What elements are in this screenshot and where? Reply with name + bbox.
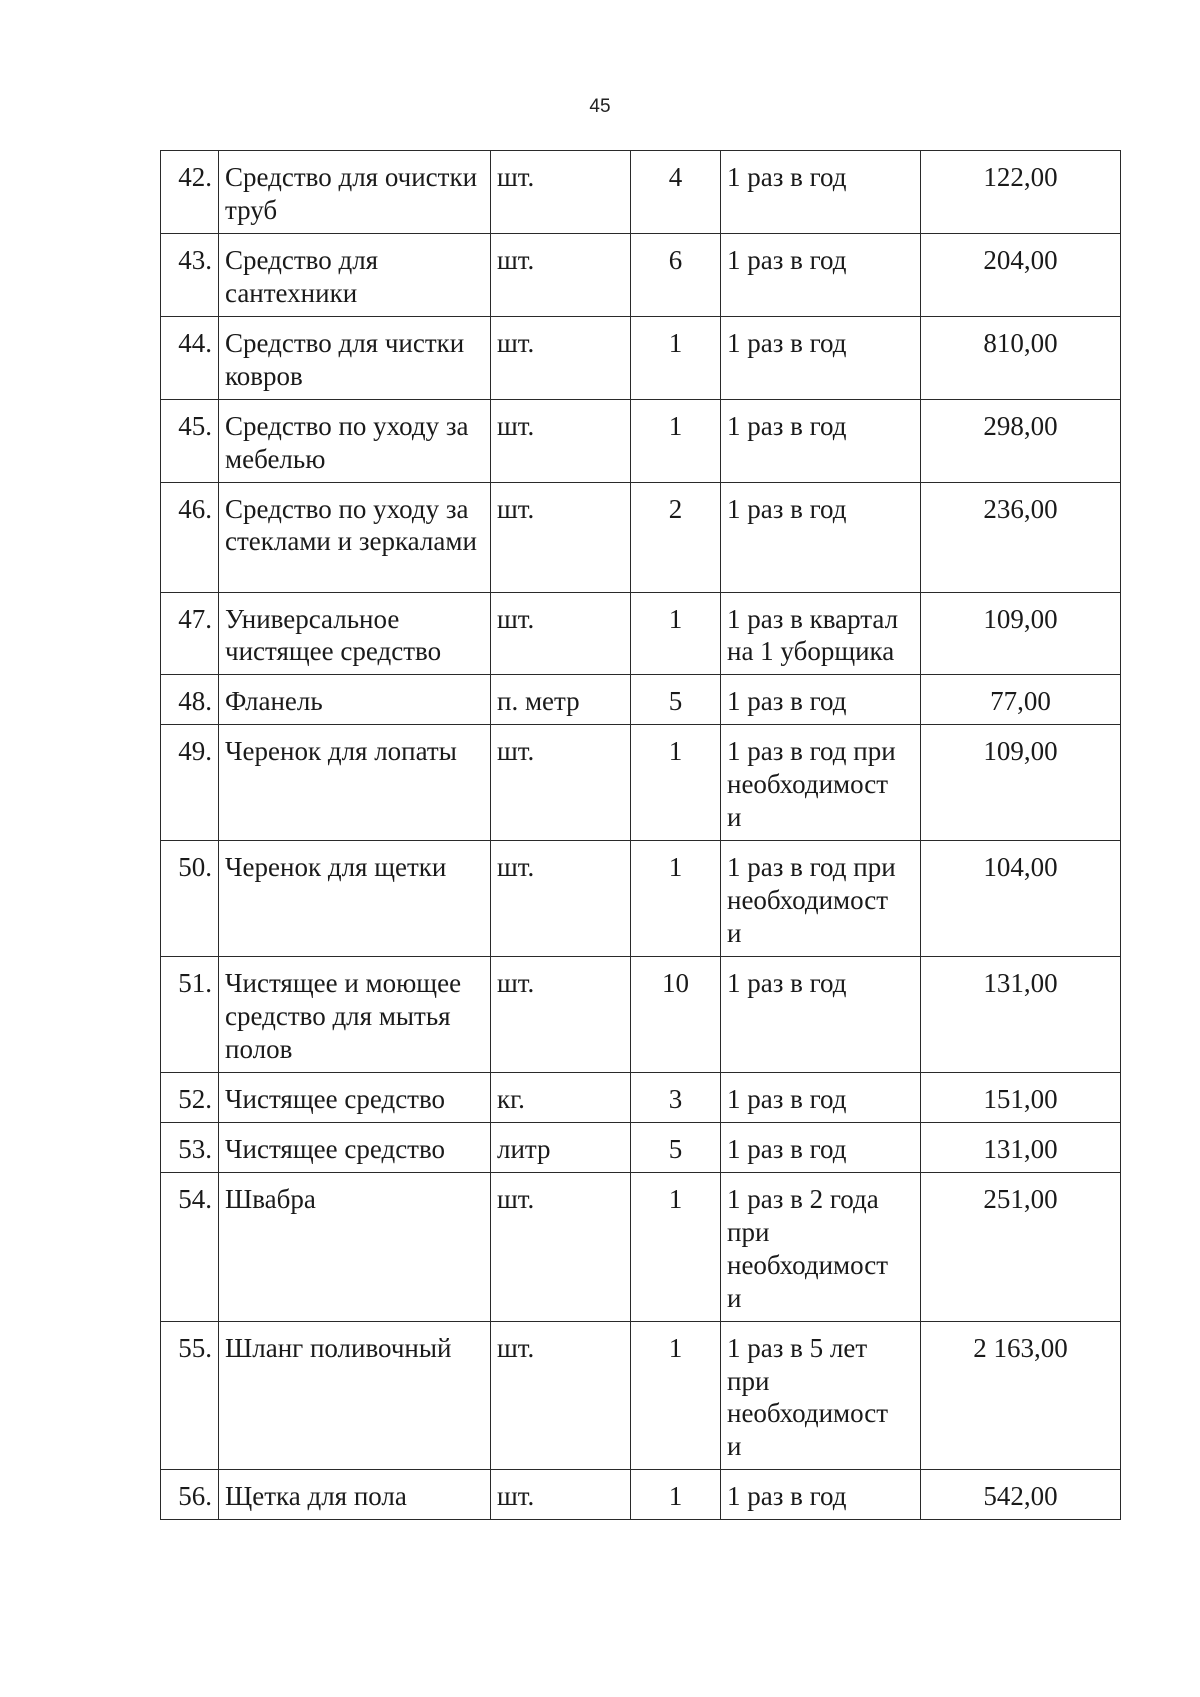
item-name: Средство для сантехники (219, 233, 491, 316)
item-price: 77,00 (921, 675, 1121, 725)
row-number: 44. (161, 316, 219, 399)
item-unit: кг. (491, 1072, 631, 1122)
item-frequency (721, 482, 921, 592)
frequency-line: 1 раз в год (727, 1481, 847, 1512)
item-name: Щетка для пола (219, 1470, 491, 1520)
item-name: Чистящее и моющее средство для мытья полов (219, 957, 491, 1073)
supplies-table-body (161, 151, 1121, 1520)
frequency-line: и (727, 1431, 742, 1462)
item-quantity: 1 (631, 1172, 721, 1321)
table-row (161, 1072, 1121, 1122)
table-row (161, 725, 1121, 841)
item-unit: шт. (491, 151, 631, 234)
frequency-line: 1 раз в год при (727, 736, 896, 767)
row-number: 46. (161, 482, 219, 592)
item-quantity: 10 (631, 957, 721, 1073)
item-frequency (721, 151, 921, 234)
item-unit: шт. (491, 841, 631, 957)
item-frequency (721, 957, 921, 1073)
item-quantity: 2 (631, 482, 721, 592)
table-row (161, 399, 1121, 482)
item-price: 810,00 (921, 316, 1121, 399)
item-price: 109,00 (921, 725, 1121, 841)
frequency-line: необходимост (727, 885, 889, 916)
item-unit: п. метр (491, 675, 631, 725)
item-name: Швабра (219, 1172, 491, 1321)
item-frequency (721, 1122, 921, 1172)
item-frequency (721, 1072, 921, 1122)
frequency-line: 1 раз в год (727, 410, 847, 441)
row-number: 42. (161, 151, 219, 234)
item-unit: шт. (491, 1470, 631, 1520)
item-name: Фланель (219, 675, 491, 725)
row-number: 47. (161, 592, 219, 675)
item-frequency (721, 841, 921, 957)
item-quantity: 1 (631, 1321, 721, 1470)
frequency-line: 1 раз в год (727, 493, 847, 524)
frequency-line: 1 раз в год (727, 1133, 847, 1164)
item-unit: шт. (491, 725, 631, 841)
item-frequency (721, 233, 921, 316)
row-number: 53. (161, 1122, 219, 1172)
frequency-line: необходимост (727, 1249, 889, 1280)
item-unit: шт. (491, 592, 631, 675)
item-name: Средство по уходу за стеклами и зеркалами (219, 482, 491, 592)
item-price: 131,00 (921, 1122, 1121, 1172)
row-number: 43. (161, 233, 219, 316)
item-name: Универсальное чистящее средство (219, 592, 491, 675)
frequency-line: 1 раз в 5 лет (727, 1332, 868, 1363)
row-number: 48. (161, 675, 219, 725)
item-frequency (721, 1321, 921, 1470)
item-frequency (721, 316, 921, 399)
row-number: 52. (161, 1072, 219, 1122)
item-price: 109,00 (921, 592, 1121, 675)
item-price: 298,00 (921, 399, 1121, 482)
item-price: 104,00 (921, 841, 1121, 957)
item-quantity: 4 (631, 151, 721, 234)
item-unit: шт. (491, 957, 631, 1073)
frequency-line: 1 раз в 2 года (727, 1183, 879, 1214)
frequency-line: и (727, 802, 742, 833)
supplies-table (160, 150, 1121, 1520)
item-quantity: 1 (631, 725, 721, 841)
item-quantity: 1 (631, 841, 721, 957)
table-row (161, 151, 1121, 234)
item-unit: шт. (491, 316, 631, 399)
item-unit: шт. (491, 482, 631, 592)
item-price: 236,00 (921, 482, 1121, 592)
table-row (161, 675, 1121, 725)
item-frequency (721, 1172, 921, 1321)
item-unit: шт. (491, 1172, 631, 1321)
item-quantity: 6 (631, 233, 721, 316)
table-row (161, 957, 1121, 1073)
item-frequency (721, 399, 921, 482)
item-price: 251,00 (921, 1172, 1121, 1321)
item-name: Чистящее средство (219, 1072, 491, 1122)
item-quantity: 1 (631, 316, 721, 399)
row-number: 54. (161, 1172, 219, 1321)
item-price: 151,00 (921, 1072, 1121, 1122)
row-number: 55. (161, 1321, 219, 1470)
frequency-line: 1 раз в год (727, 1083, 847, 1114)
item-name: Черенок для лопаты (219, 725, 491, 841)
item-unit: шт. (491, 399, 631, 482)
item-quantity: 3 (631, 1072, 721, 1122)
item-price: 131,00 (921, 957, 1121, 1073)
frequency-line: 1 раз в год (727, 968, 847, 998)
table-row (161, 1122, 1121, 1172)
item-price: 122,00 (921, 151, 1121, 234)
table-row (161, 1470, 1121, 1520)
table-row (161, 592, 1121, 675)
frequency-line: 1 раз в квартал (727, 603, 899, 634)
item-frequency (721, 725, 921, 841)
item-price: 2 163,00 (921, 1321, 1121, 1470)
table-row (161, 1172, 1121, 1321)
item-price: 542,00 (921, 1470, 1121, 1520)
item-unit: литр (491, 1122, 631, 1172)
table-row (161, 1321, 1121, 1470)
frequency-line: 1 раз в год (727, 244, 847, 275)
item-quantity: 5 (631, 675, 721, 725)
item-name: Чистящее средство (219, 1122, 491, 1172)
item-frequency (721, 592, 921, 675)
table-row (161, 482, 1121, 592)
frequency-line: необходимост (727, 1398, 889, 1429)
item-name: Черенок для щетки (219, 841, 491, 957)
item-frequency (721, 1470, 921, 1520)
item-frequency (721, 675, 921, 725)
row-number: 51. (161, 957, 219, 1073)
row-number: 49. (161, 725, 219, 841)
item-name: Средство для чистки ковров (219, 316, 491, 399)
item-name: Средство по уходу за мебелью (219, 399, 491, 482)
item-unit: шт. (491, 1321, 631, 1470)
item-name: Шланг поливочный (219, 1321, 491, 1470)
table-row (161, 841, 1121, 957)
page-number: 45 (589, 96, 611, 117)
frequency-line: 1 раз в год (727, 686, 847, 717)
table-row (161, 316, 1121, 399)
row-number: 56. (161, 1470, 219, 1520)
item-quantity: 1 (631, 1470, 721, 1520)
frequency-line: на 1 уборщика (727, 636, 895, 667)
frequency-line: 1 раз в год при (727, 852, 896, 883)
frequency-line: и (727, 1282, 742, 1313)
item-quantity: 1 (631, 592, 721, 675)
item-name: Средство для очистки труб (219, 151, 491, 234)
frequency-line: при (727, 1365, 770, 1396)
item-quantity: 1 (631, 399, 721, 482)
frequency-line: и (727, 918, 742, 949)
frequency-line: необходимост (727, 769, 889, 800)
table-row (161, 233, 1121, 316)
row-number: 50. (161, 841, 219, 957)
item-unit: шт. (491, 233, 631, 316)
frequency-line: 1 раз в год (727, 327, 847, 358)
frequency-line: при (727, 1216, 770, 1247)
item-price: 204,00 (921, 233, 1121, 316)
row-number: 45. (161, 399, 219, 482)
item-quantity: 5 (631, 1122, 721, 1172)
frequency-line: 1 раз в год (727, 162, 847, 192)
